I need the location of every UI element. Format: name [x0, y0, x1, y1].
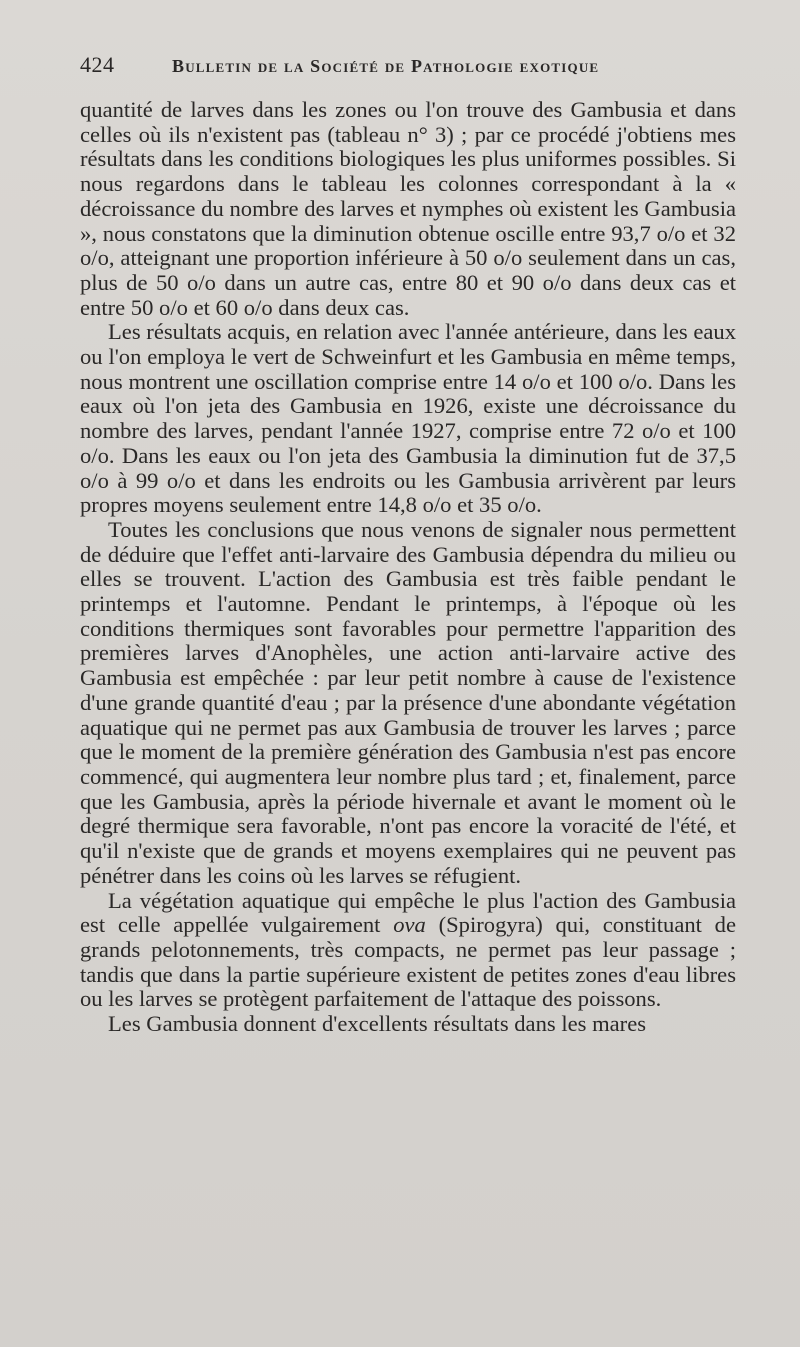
italic-term-ova: ova — [393, 912, 426, 938]
paragraph-4-part-1: La végétation aquatique qui empêche le plus l'action des Gambusia est celle appellée vulgairement — [80, 887, 736, 938]
running-head — [80, 52, 736, 92]
paragraph-5: Les Gambusia donnent d'excellents résultats dans les mares — [108, 1011, 647, 1037]
paragraph-4 — [80, 889, 736, 1013]
paragraph-4-part-2: (Spirogyra) qui, constituant de grands pelotonnements, très compacts, ne permet pas leur passage ; tandis que dans la partie supérieure existent de petites zones d'eau libres ou les larves se protègent parfaitement de l'attaque des poissons. — [80, 912, 736, 1012]
paragraph-3: Toutes les conclusions que nous venons de signaler nous permettent de déduire que l'effet anti-larvaire des Gambusia dépendra du milieu ou elles se trouvent. L'action des Gambusia est très faible pendant le printemps et l'automne. Pendant le printemps, à l'époque où les conditions thermiques sont favorables pour permettre l'apparition des premières larves d'Anophèles, une action anti-larvaire active des Gambusia est empêchée : par leur petit nombre à cause de l'existence d'une grande quantité d'eau ; par la présence d'une abondante végétation aquatique qui ne permet pas aux Gambusia de trouver les larves ; parce que le moment de la première génération des Gambusia n'est pas encore commencé, qui augmentera leur nombre plus tard ; et, finalement, parce que les Gambusia, après la période hivernale et avant le moment où le degré thermique sera favorable, n'ont pas encore la voracité de l'été, et qu'il n'existe que de grands et moyens exemplaires qui ne peuvent pas pénétrer dans les coins où les larves se réfugient. — [80, 516, 736, 888]
paragraph-1: quantité de larves dans les zones ou l'on trouve des Gambusia et dans celles où ils n'existent pas (tableau n° 3) ; par ce procédé j'obtiens mes résultats dans les conditions biologiques les plus uniformes possibles. Si nous regardons dans le tableau les colonnes correspondant à la « décroissance du nombre des larves et nymphes où existent les Gambusia », nous constatons que la diminution obtenue oscille entre 93,7 o/o et 32 o/o, atteignant une proportion inférieure à 50 o/o seulement dans un cas, plus de 50 o/o dans un autre cas, entre 80 et 90 o/o dans deux cas et entre 50 o/o et 60 o/o dans deux cas. — [80, 97, 736, 320]
page-number: 424 — [80, 52, 115, 77]
paragraph-2: Les résultats acquis, en relation avec l'année antérieure, dans les eaux ou l'on employa le vert de Schweinfurt et les Gambusia en même temps, nous montrent une oscillation comprise entre 14 o/o et 100 o/o. Dans les eaux où l'on jeta des Gambusia en 1926, existe une décroissance du nombre des larves, pendant l'année 1927, comprise entre 72 o/o et 100 o/o. Dans les eaux ou l'on jeta des Gambusia la diminution fut de 37,5 o/o à 99 o/o et dans les endroits ou les Gambusia arrivèrent par leurs propres moyens seulement entre 14,8 o/o et 35 o/o. — [80, 319, 736, 518]
journal-title: Bulletin de la Société de Pathologie exotique — [172, 56, 600, 76]
body-text — [80, 98, 736, 1037]
